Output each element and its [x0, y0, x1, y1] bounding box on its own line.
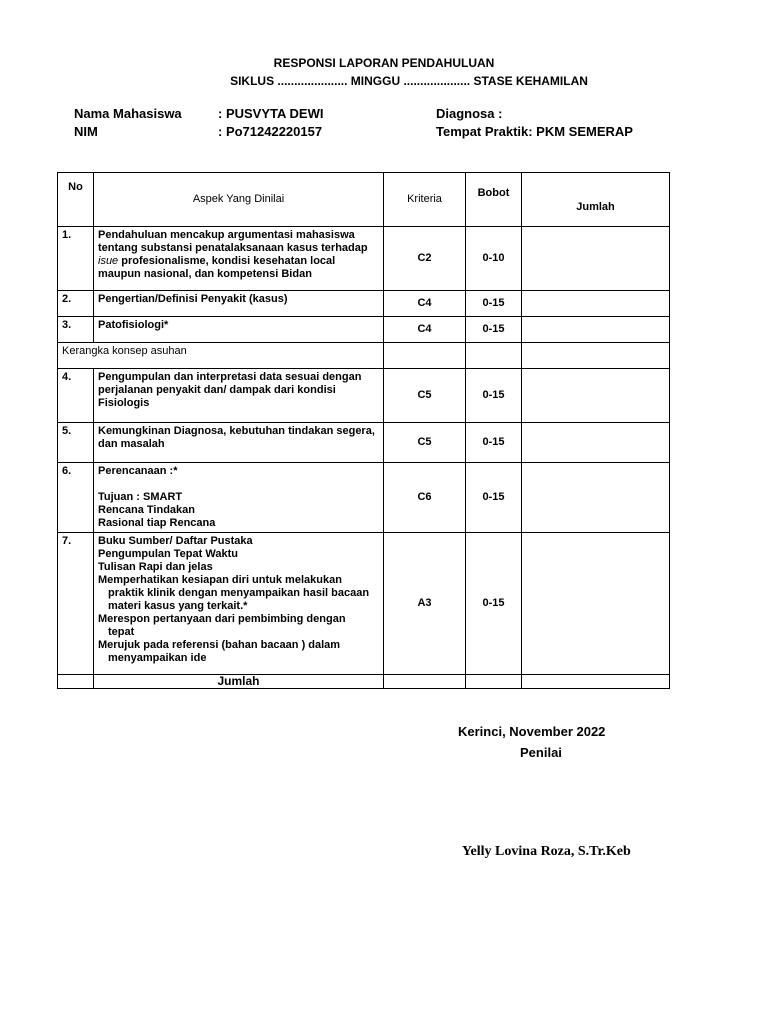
aspek-line: praktik klinik dengan menyampaikan hasil bacaan	[108, 587, 370, 599]
row-jumlah-cell[interactable]	[522, 343, 670, 369]
row-aspek	[94, 423, 384, 463]
row-jumlah-cell[interactable]	[522, 227, 670, 291]
table-row	[58, 423, 670, 463]
header-kriteria: Kriteria	[384, 173, 466, 227]
row-jumlah-cell[interactable]	[522, 533, 670, 675]
header-no: No	[58, 173, 94, 227]
assessment-table	[57, 172, 670, 689]
row-bobot: 0-15	[466, 463, 522, 533]
row-kriteria: A3	[384, 533, 466, 675]
section-label: Kerangka konsep asuhan	[58, 343, 384, 369]
row-jumlah-cell[interactable]	[522, 423, 670, 463]
aspek-line: Rencana Tindakan	[98, 504, 195, 516]
row-number: 6.	[58, 463, 94, 533]
signature-role: Penilai	[520, 745, 562, 760]
header-aspek: Aspek Yang Dinilai	[94, 173, 384, 227]
aspek-line: Merujuk pada referensi (bahan bacaan ) dalam	[98, 639, 341, 651]
aspek-line: tentang substansi penatalaksanaan kasus terhadap	[98, 242, 368, 254]
signature-name: Yelly Lovina Roza, S.Tr.Keb	[462, 844, 631, 859]
row-jumlah-cell[interactable]	[522, 317, 670, 343]
row-jumlah-cell[interactable]	[522, 369, 670, 423]
aspek-line: perjalanan penyakit dan/ dampak dari kondisi	[98, 384, 336, 396]
table-row	[58, 533, 670, 675]
row-kriteria: C5	[384, 369, 466, 423]
row-number: 5.	[58, 423, 94, 463]
row-jumlah-cell[interactable]	[522, 291, 670, 317]
row-kriteria: C6	[384, 463, 466, 533]
row-aspek	[94, 533, 384, 675]
row-aspek	[94, 369, 384, 423]
diagnosa-label: Diagnosa :	[436, 106, 503, 121]
nim-label: NIM	[74, 124, 98, 139]
aspek-line: Merespon pertanyaan dari pembimbing dengan	[98, 613, 346, 625]
table-row	[58, 317, 670, 343]
aspek-line: Buku Sumber/ Daftar Pustaka	[98, 535, 253, 547]
table-row	[58, 291, 670, 317]
aspek-line: Rasional tiap Rencana	[98, 517, 216, 529]
row-aspek	[94, 291, 384, 317]
aspek-line: dan masalah	[98, 438, 165, 450]
row-kriteria	[384, 343, 466, 369]
row-bobot	[466, 343, 522, 369]
row-number: 4.	[58, 369, 94, 423]
aspek-line: isue profesionalisme, kondisi kesehatan local	[98, 255, 336, 267]
aspek-line: materi kasus yang terkait.*	[108, 600, 248, 612]
table-row	[58, 463, 670, 533]
aspek-line: Fisiologis	[98, 397, 150, 409]
row-kriteria: C4	[384, 317, 466, 343]
row-bobot: 0-10	[466, 227, 522, 291]
nim-value: : Po71242220157	[218, 124, 323, 139]
aspek-line: Perencanaan :*	[98, 465, 178, 477]
name-label: Nama Mahasiswa	[74, 106, 182, 121]
table-row	[58, 343, 670, 369]
aspek-line: Memperhatikan kesiapan diri untuk melakukan	[98, 574, 342, 586]
row-kriteria: C4	[384, 291, 466, 317]
name-value: : PUSVYTA DEWI	[218, 106, 324, 121]
aspek-line	[98, 478, 379, 491]
header-jumlah: Jumlah	[522, 173, 670, 227]
row-number: 7.	[58, 533, 94, 675]
row-kriteria: C2	[384, 227, 466, 291]
row-bobot: 0-15	[466, 317, 522, 343]
row-bobot: 0-15	[466, 423, 522, 463]
tempat-praktik: Tempat Praktik: PKM SEMERAP	[436, 124, 633, 139]
row-jumlah-cell[interactable]	[522, 463, 670, 533]
total-row	[58, 675, 670, 689]
header-bobot: Bobot	[466, 173, 522, 227]
aspek-line: Pengertian/Definisi Penyakit (kasus)	[98, 293, 288, 305]
row-bobot: 0-15	[466, 291, 522, 317]
row-number: 1.	[58, 227, 94, 291]
total-label: Jumlah	[94, 675, 384, 689]
row-kriteria: C5	[384, 423, 466, 463]
aspek-line: Tujuan : SMART	[98, 491, 183, 503]
aspek-line: Tulisan Rapi dan jelas	[98, 561, 213, 573]
row-bobot: 0-15	[466, 369, 522, 423]
table-row	[58, 227, 670, 291]
table-header-row	[58, 173, 670, 227]
row-bobot: 0-15	[466, 533, 522, 675]
aspek-line: Patofisiologi*	[98, 319, 169, 331]
row-aspek	[94, 317, 384, 343]
document-title: RESPONSI LAPORAN PENDAHULUAN	[273, 56, 495, 70]
document-subtitle: SIKLUS ..................... MINGGU .................... STASE KEHAMILAN	[230, 74, 588, 88]
table-row	[58, 369, 670, 423]
aspek-line: maupun nasional, dan kompetensi Bidan	[98, 268, 312, 280]
row-number: 2.	[58, 291, 94, 317]
aspek-line: tepat	[108, 626, 135, 638]
row-number: 3.	[58, 317, 94, 343]
aspek-line: Pengumpulan dan interpretasi data sesuai dengan	[98, 371, 362, 383]
total-value-cell[interactable]	[522, 675, 670, 689]
aspek-line: Pendahuluan mencakup argumentasi mahasiswa	[98, 229, 355, 241]
aspek-line: Pengumpulan Tepat Waktu	[98, 548, 238, 560]
row-aspek	[94, 463, 384, 533]
aspek-line: menyampaikan ide	[108, 652, 207, 664]
aspek-line: Kemungkinan Diagnosa, kebutuhan tindakan segera,	[98, 425, 375, 437]
signature-place-date: Kerinci, November 2022	[458, 724, 606, 739]
row-aspek	[94, 227, 384, 291]
